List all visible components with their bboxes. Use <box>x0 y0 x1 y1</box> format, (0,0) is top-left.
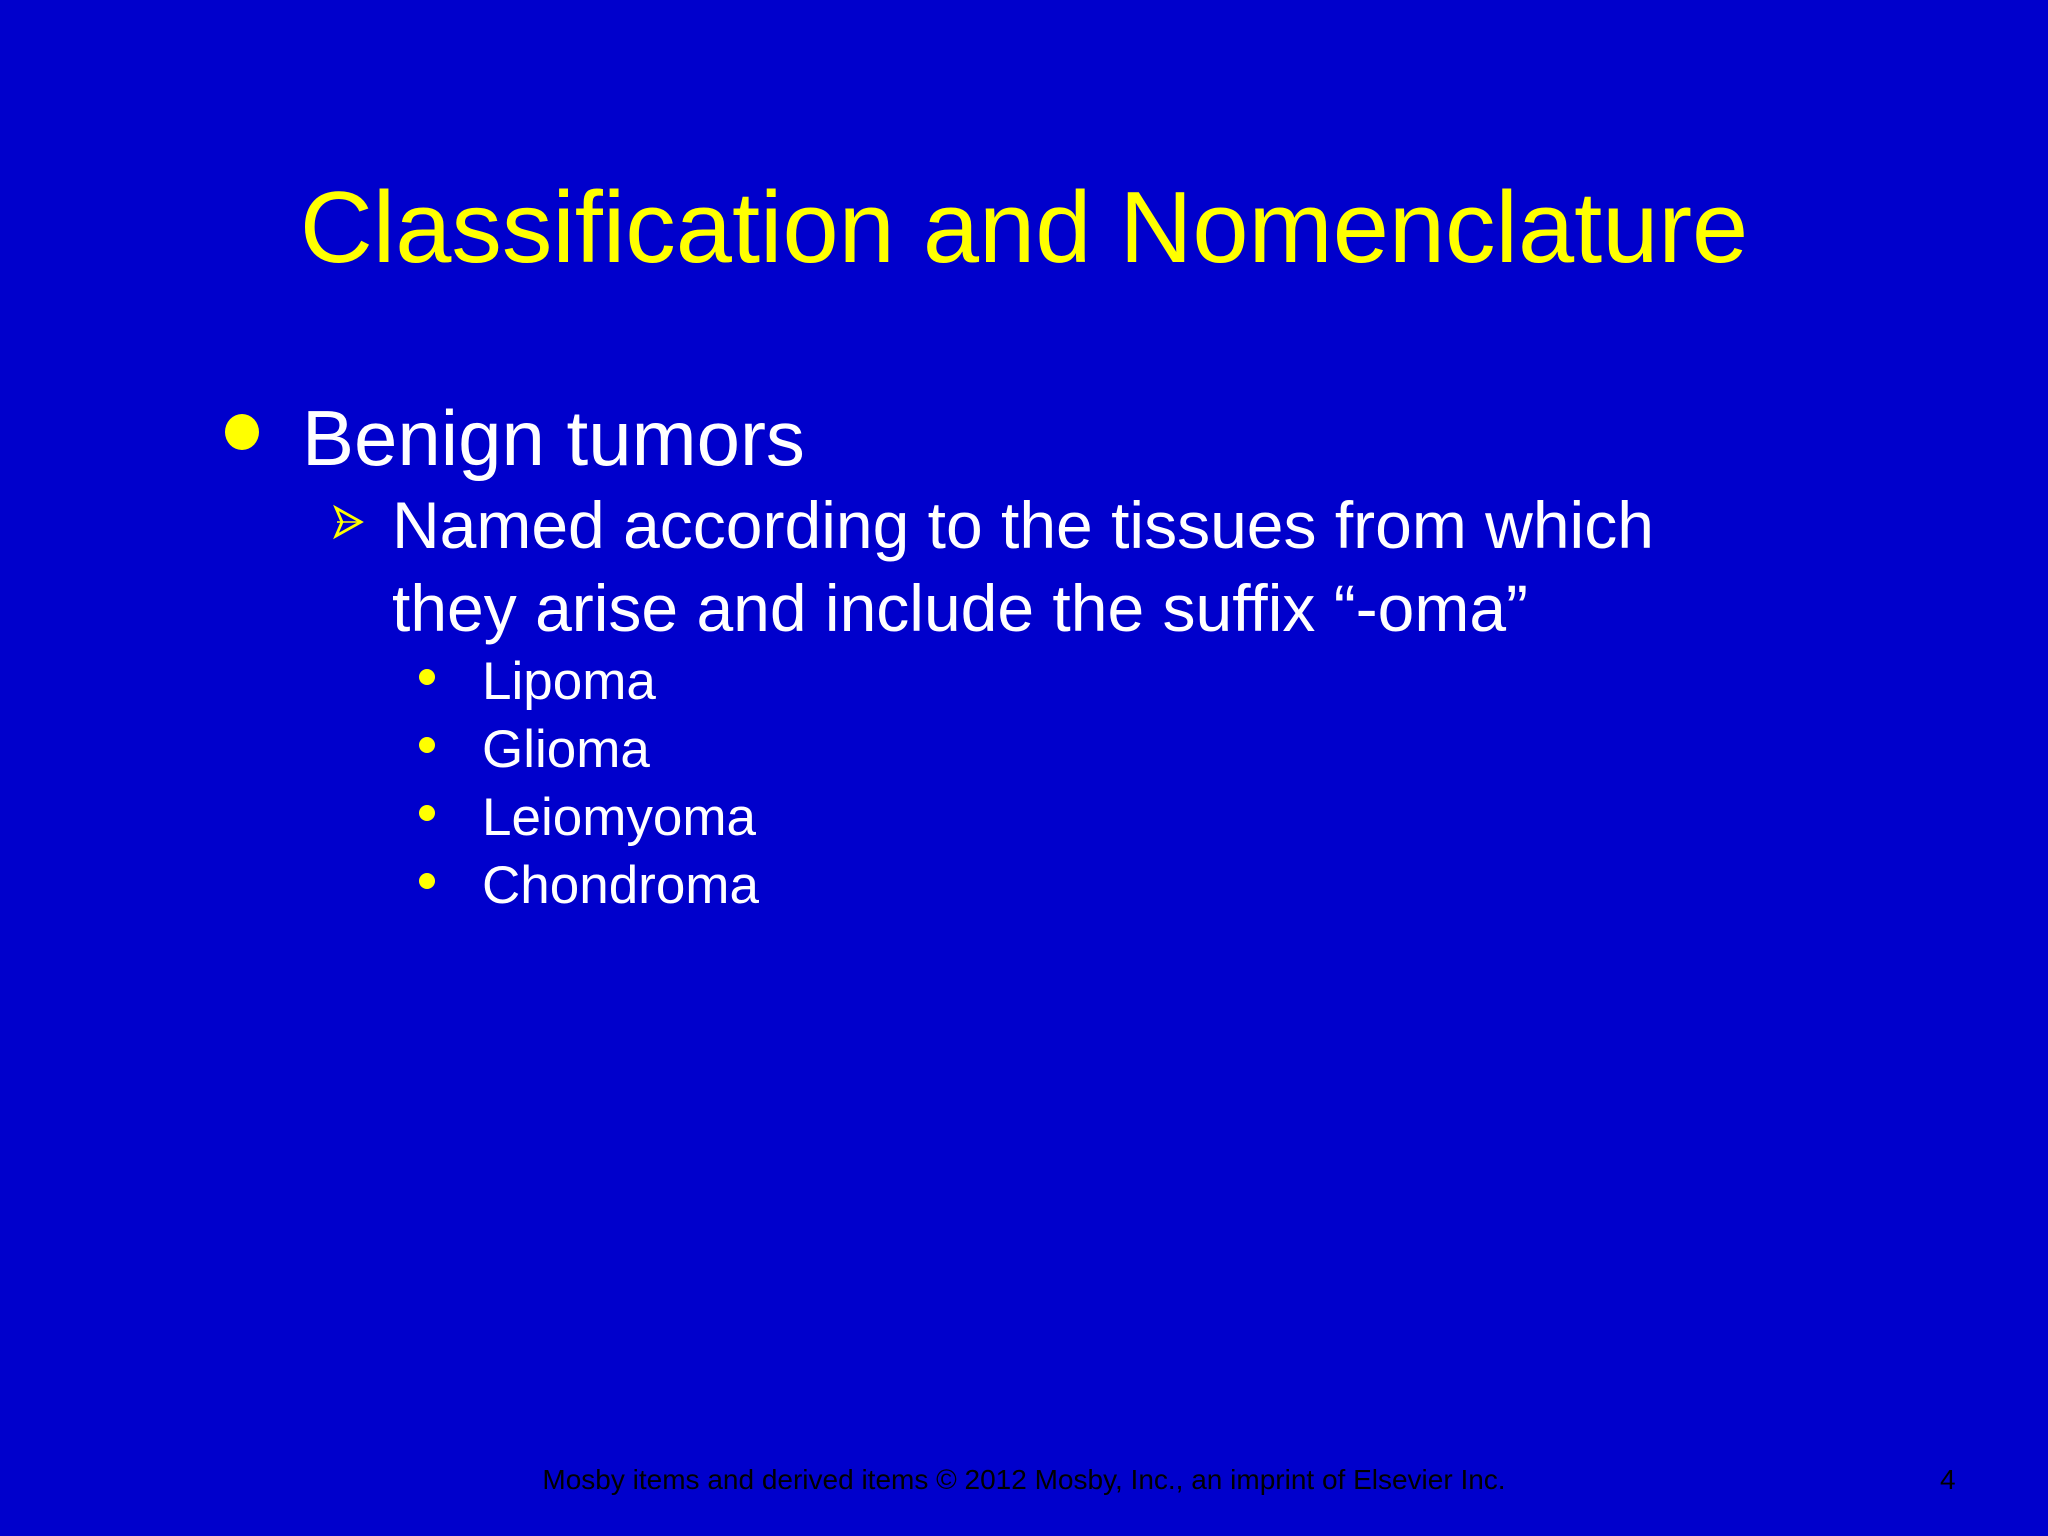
yellow-round-bullet-icon <box>222 410 262 454</box>
tumor-example-glioma: Glioma <box>482 720 650 779</box>
yellow-dot-bullet-icon <box>419 873 435 889</box>
tumor-example-chondroma: Chondroma <box>482 856 759 915</box>
copyright-footer: Mosby items and derived items © 2012 Mosby, Inc., an imprint of Elsevier Inc. <box>542 1464 1506 1495</box>
bullet-text-benign-tumors: Benign tumors <box>302 394 805 482</box>
slide-title: Classification and Nomenclature <box>299 172 1749 284</box>
slide-page-number: 4 <box>1940 1464 1956 1495</box>
yellow-dot-bullet-icon <box>419 737 435 753</box>
yellow-dot-bullet-icon <box>419 669 435 685</box>
sub-bullet-naming-rule: Named according to the tissues from which they arise and include the suffix “-oma” <box>392 488 1654 645</box>
tumor-example-leiomyoma: Leiomyoma <box>482 788 756 847</box>
tumor-example-lipoma: Lipoma <box>482 652 656 711</box>
arrow-bullet-icon <box>332 504 366 540</box>
yellow-dot-bullet-icon <box>419 805 435 821</box>
